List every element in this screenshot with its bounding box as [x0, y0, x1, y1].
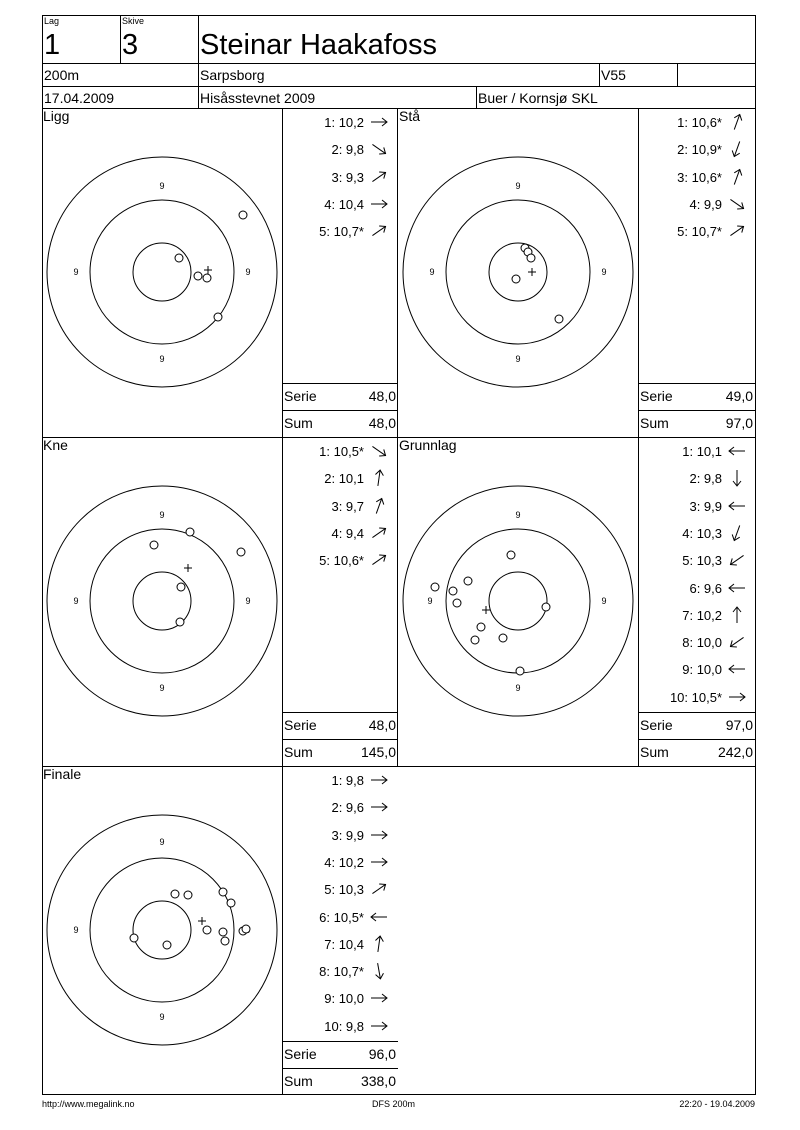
target-kne: [46, 485, 278, 717]
header-divider: [42, 63, 756, 64]
shot-score: 5: 10,7*: [677, 224, 722, 240]
shot-row: [282, 499, 398, 517]
direction-arrow-icon: [726, 468, 748, 488]
shot-row: [638, 553, 756, 571]
shot-hole: [237, 548, 245, 556]
ring-label: 9: [515, 510, 521, 520]
direction-arrow-icon: [726, 605, 748, 625]
section-title-finale: Finale: [43, 766, 82, 782]
shot-hole: [203, 926, 211, 934]
shot-hole: [512, 275, 520, 283]
target-grunnlag: [402, 485, 634, 717]
serie-value-finale: 96,0: [368, 1046, 396, 1062]
serie-value-grunnlag: 97,0: [725, 717, 753, 733]
ring-label: 9: [73, 925, 79, 935]
shot-hole: [555, 315, 563, 323]
shot-hole: [527, 254, 535, 262]
sum-label-sta: Sum: [640, 415, 669, 431]
shot-row: [282, 115, 398, 133]
direction-arrow-icon: [726, 687, 748, 707]
shot-score: 1: 10,5*: [319, 444, 364, 459]
shot-score: 9: 10,0: [324, 991, 364, 1007]
shot-score: 2: 9,8: [331, 142, 364, 158]
serie-label-finale: Serie: [284, 1046, 317, 1062]
direction-arrow-icon: [368, 1016, 390, 1036]
sum-value-finale: 338,0: [360, 1073, 396, 1089]
shot-hole: [453, 599, 461, 607]
direction-arrow-icon: [368, 468, 390, 488]
shot-row: [638, 444, 756, 462]
serie-line: [282, 1068, 398, 1069]
serie-value-kne: 48,0: [368, 717, 396, 733]
shot-hole: [171, 890, 179, 898]
shot-row: [282, 471, 398, 489]
shot-row: [638, 499, 756, 517]
mean-point-cross: [184, 564, 192, 572]
serie-label-ligg: Serie: [284, 388, 317, 404]
shot-hole: [227, 899, 235, 907]
shot-hole: [175, 254, 183, 262]
skive-value: 3: [122, 29, 139, 61]
shot-hole: [507, 551, 515, 559]
footer-timestamp: 22:20 - 19.04.2009: [679, 1099, 755, 1109]
shot-score: 5: 10,3: [682, 553, 722, 569]
direction-arrow-icon: [726, 523, 748, 543]
direction-arrow-icon: [368, 961, 390, 981]
direction-arrow-icon: [368, 797, 390, 817]
ring-label: 9: [515, 181, 521, 191]
shot-row: [282, 224, 398, 242]
shot-score: 3: 9,9: [331, 827, 364, 843]
ring-label: 9: [73, 596, 79, 606]
ring-label: 9: [427, 596, 433, 606]
shot-list-ligg: [282, 115, 398, 385]
target-sta: [402, 156, 634, 388]
shot-list-finale: [282, 773, 398, 1043]
direction-arrow-icon: [368, 523, 390, 543]
shot-hole: [477, 623, 485, 631]
shot-row: [638, 115, 756, 133]
header-divider: [599, 63, 600, 86]
direction-arrow-icon: [368, 550, 390, 570]
ring-label: 9: [159, 1012, 165, 1022]
serie-line: [282, 739, 398, 740]
shot-row: [282, 773, 398, 791]
direction-arrow-icon: [368, 852, 390, 872]
shot-score: 4: 10,2: [324, 854, 364, 870]
lag-value: 1: [44, 29, 61, 61]
shot-score: 4: 10,4: [324, 196, 364, 212]
shot-score: 1: 10,6*: [677, 115, 722, 130]
shot-row: [282, 526, 398, 544]
shot-score: 10: 10,5*: [669, 689, 722, 705]
shot-hole: [177, 583, 185, 591]
serie-label-grunnlag: Serie: [640, 717, 673, 733]
sum-label-ligg: Sum: [284, 415, 313, 431]
shot-row: [638, 170, 756, 188]
shot-row: [282, 170, 398, 188]
shot-hole: [449, 587, 457, 595]
shot-hole: [516, 667, 524, 675]
sum-label-kne: Sum: [284, 744, 313, 760]
shot-row: [282, 553, 398, 571]
direction-arrow-icon: [368, 221, 390, 241]
shot-hole: [194, 272, 202, 280]
direction-arrow-icon: [726, 441, 748, 461]
shot-score: 3: 10,6*: [677, 169, 722, 185]
sum-value-sta: 97,0: [725, 415, 753, 431]
mean-point-cross: [528, 268, 536, 276]
section-title-sta: Stå: [399, 108, 421, 124]
footer-url[interactable]: http://www.megalink.no: [42, 1099, 135, 1109]
shot-hole: [499, 634, 507, 642]
direction-arrow-icon: [726, 659, 748, 679]
shot-row: [282, 991, 398, 1009]
direction-arrow-icon: [726, 496, 748, 516]
target-finale: [46, 814, 278, 1046]
ring-label: 9: [159, 181, 165, 191]
shot-hole: [219, 928, 227, 936]
shot-row: [638, 142, 756, 160]
direction-arrow-icon: [368, 496, 390, 516]
direction-arrow-icon: [726, 550, 748, 570]
direction-arrow-icon: [726, 221, 748, 241]
shot-hole: [150, 541, 158, 549]
shot-score: 4: 10,3: [682, 525, 722, 541]
target-ligg: [46, 156, 278, 388]
shot-score: 2: 9,6: [331, 800, 364, 816]
shot-score: 2: 9,8: [689, 471, 722, 487]
direction-arrow-icon: [726, 112, 748, 132]
header-divider: [42, 86, 756, 87]
shot-row: [282, 964, 398, 982]
shot-row: [282, 828, 398, 846]
shot-score: 1: 10,1: [682, 444, 722, 459]
shot-hole: [186, 528, 194, 536]
shot-score: 8: 10,0: [682, 635, 722, 651]
shot-score: 4: 9,4: [331, 525, 364, 541]
ring-label: 9: [159, 510, 165, 520]
shot-hole: [214, 313, 222, 321]
direction-arrow-icon: [726, 194, 748, 214]
sum-label-grunnlag: Sum: [640, 744, 669, 760]
sum-value-grunnlag: 242,0: [717, 744, 753, 760]
shot-row: [638, 635, 756, 653]
shot-hole: [242, 925, 250, 933]
ring-label: 9: [601, 596, 607, 606]
shot-row: [638, 224, 756, 242]
club-name: Buer / Kornsjø SKL: [478, 90, 598, 106]
direction-arrow-icon: [726, 632, 748, 652]
shot-row: [282, 1019, 398, 1037]
club-location: Sarpsborg: [200, 67, 265, 83]
mean-point-cross: [482, 606, 490, 614]
shot-row: [282, 937, 398, 955]
shot-score: 4: 9,9: [689, 196, 722, 212]
shot-score: 1: 10,2: [324, 115, 364, 130]
ring-label: 9: [245, 596, 251, 606]
shot-hole: [464, 577, 472, 585]
shot-score: 7: 10,2: [682, 607, 722, 623]
ring-label: 9: [515, 683, 521, 693]
serie-line: [638, 410, 756, 411]
ring-label: 9: [245, 267, 251, 277]
shot-hole: [431, 583, 439, 591]
direction-arrow-icon: [368, 112, 390, 132]
shot-score: 5: 10,3: [324, 882, 364, 898]
serie-line: [638, 739, 756, 740]
shot-list-kne: [282, 444, 398, 714]
serie-value-ligg: 48,0: [368, 388, 396, 404]
section-divider: [42, 766, 756, 767]
shot-row: [638, 608, 756, 626]
ring-label: 9: [429, 267, 435, 277]
direction-arrow-icon: [368, 879, 390, 899]
direction-arrow-icon: [368, 167, 390, 187]
serie-label-sta: Serie: [640, 388, 673, 404]
shot-row: [638, 471, 756, 489]
mean-point-cross: [198, 917, 206, 925]
shot-row: [638, 526, 756, 544]
shot-row: [282, 910, 398, 928]
direction-arrow-icon: [368, 988, 390, 1008]
mean-point-cross: [204, 266, 212, 274]
shot-score: 3: 9,3: [331, 169, 364, 185]
shot-score: 3: 9,9: [689, 498, 722, 514]
direction-arrow-icon: [726, 167, 748, 187]
shooter-class: V55: [601, 67, 626, 83]
shot-row: [282, 882, 398, 900]
shot-score: 5: 10,7*: [319, 224, 364, 240]
direction-arrow-icon: [368, 825, 390, 845]
serie-value-sta: 49,0: [725, 388, 753, 404]
shot-hole: [542, 603, 550, 611]
date: 17.04.2009: [44, 90, 115, 106]
shot-score: 8: 10,7*: [319, 964, 364, 980]
direction-arrow-icon: [368, 934, 390, 954]
section-title-grunnlag: Grunnlag: [399, 437, 457, 453]
distance: 200m: [44, 67, 80, 83]
shot-hole: [176, 618, 184, 626]
ring-label: 9: [159, 837, 165, 847]
ring-label: 9: [159, 683, 165, 693]
direction-arrow-icon: [368, 907, 390, 927]
shot-hole: [203, 274, 211, 282]
section-title-kne: Kne: [43, 437, 68, 453]
direction-arrow-icon: [368, 139, 390, 159]
shot-row: [638, 662, 756, 680]
shot-row: [282, 800, 398, 818]
sum-label-finale: Sum: [284, 1073, 313, 1089]
shot-hole: [130, 934, 138, 942]
footer-program: DFS 200m: [372, 1099, 416, 1109]
shot-row: [282, 855, 398, 873]
shot-row: [638, 197, 756, 215]
shot-row: [638, 581, 756, 599]
sum-value-kne: 145,0: [360, 744, 396, 760]
ring-label: 9: [601, 267, 607, 277]
event-name: Hisåsstevnet 2009: [200, 90, 316, 106]
direction-arrow-icon: [368, 441, 390, 461]
shot-score: 1: 9,8: [331, 773, 364, 788]
sum-value-ligg: 48,0: [368, 415, 396, 431]
shot-hole: [184, 891, 192, 899]
direction-arrow-icon: [368, 770, 390, 790]
direction-arrow-icon: [368, 194, 390, 214]
shot-hole: [471, 636, 479, 644]
shot-score: 5: 10,6*: [319, 553, 364, 569]
shot-list-grunnlag: [638, 444, 756, 714]
shot-hole: [163, 941, 171, 949]
section-title-ligg: Ligg: [43, 108, 70, 124]
direction-arrow-icon: [726, 578, 748, 598]
shot-list-sta: [638, 115, 756, 385]
shot-row: [282, 197, 398, 215]
ring-label: 9: [73, 267, 79, 277]
shot-score: 6: 10,5*: [319, 909, 364, 925]
header-divider: [677, 63, 678, 86]
shot-score: 7: 10,4: [324, 936, 364, 952]
shot-score: 10: 9,8: [324, 1018, 364, 1034]
skive-label: Skive: [122, 16, 145, 26]
header-divider: [120, 15, 121, 63]
shot-score: 9: 10,0: [682, 662, 722, 678]
header-divider: [476, 86, 477, 109]
shot-hole: [219, 888, 227, 896]
shot-row: [638, 690, 756, 708]
shooter-name: Steinar Haakafoss: [200, 29, 437, 61]
serie-label-kne: Serie: [284, 717, 317, 733]
shot-hole: [239, 211, 247, 219]
shot-score: 3: 9,7: [331, 498, 364, 514]
shot-score: 6: 9,6: [689, 580, 722, 596]
lag-label: Lag: [44, 16, 60, 26]
ring-label: 9: [159, 354, 165, 364]
shot-hole: [221, 937, 229, 945]
ring-label: 9: [515, 354, 521, 364]
shot-score: 2: 10,1: [324, 471, 364, 487]
header-divider: [198, 15, 199, 109]
serie-line: [282, 410, 398, 411]
shot-score: 2: 10,9*: [677, 142, 722, 158]
shot-row: [282, 142, 398, 160]
direction-arrow-icon: [726, 139, 748, 159]
shot-row: [282, 444, 398, 462]
